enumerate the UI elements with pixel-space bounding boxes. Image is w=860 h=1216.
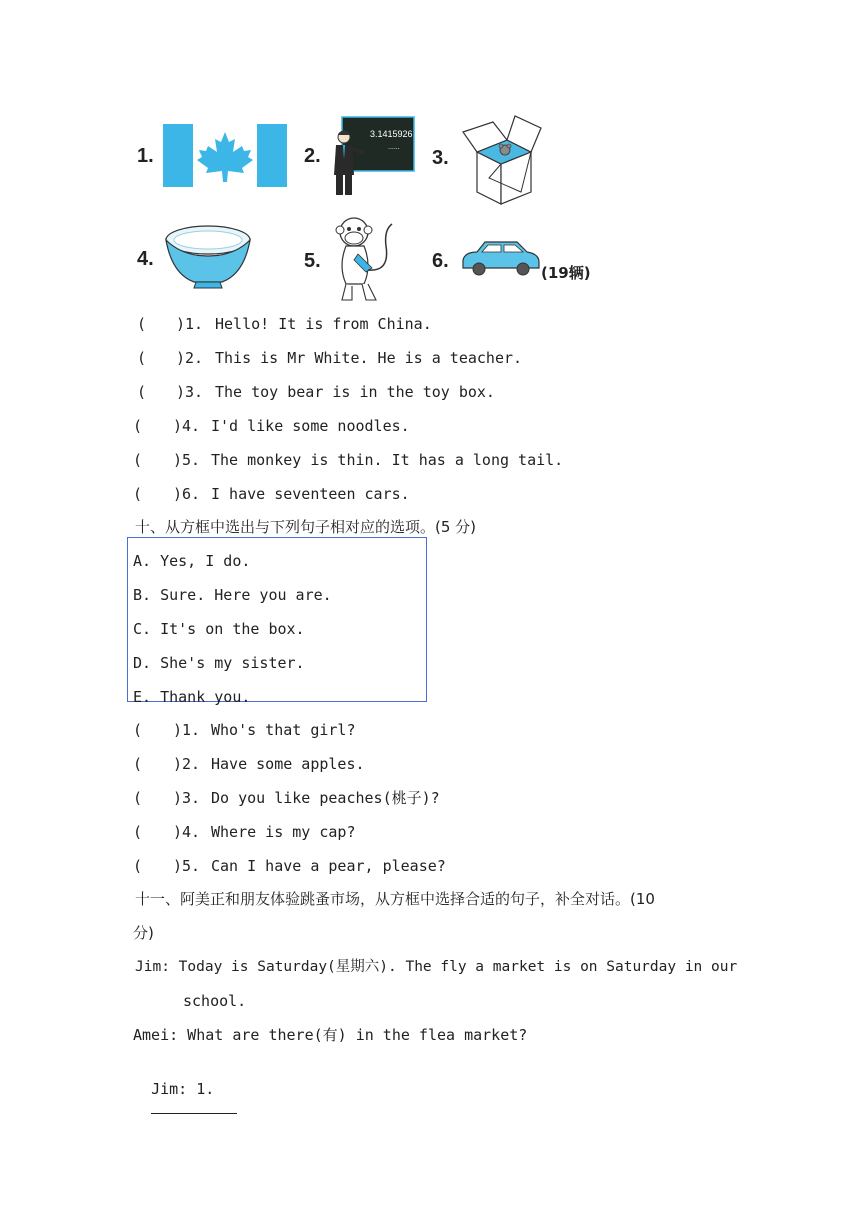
question-number: )3. [173, 789, 201, 807]
answer-blank-1[interactable] [151, 1099, 237, 1114]
question-number: )3. [176, 383, 204, 401]
question-number: )5. [173, 857, 201, 875]
answer-paren-open[interactable]: ( [137, 383, 147, 401]
section-eleven-heading: 十一、阿美正和朋友体验跳蚤市场，从方框中选择合适的句子，补全对话。(10 [135, 890, 655, 908]
dialogue-jim-line: Jim: Today is Saturday(星期六). The fly a market is on Saturday in our [135, 959, 738, 975]
picture-label-2: 2. [304, 145, 321, 167]
statement-text: I'd like some noodles. [211, 417, 410, 435]
noodle-bowl-picture [164, 222, 252, 292]
picture-label-3: 3. [432, 147, 449, 169]
statement-text: This is Mr White. He is a teacher. [215, 349, 523, 367]
question-number: )4. [173, 417, 201, 435]
question-number: )1. [176, 315, 204, 333]
canada-flag-picture [163, 124, 287, 187]
answer-paren-open[interactable]: ( [133, 417, 143, 435]
dialogue-jim-prefix: Jim: 1. [151, 1080, 215, 1098]
question-number: )2. [173, 755, 201, 773]
answer-paren-open[interactable]: ( [133, 451, 143, 469]
section-ten-heading: 十、从方框中选出与下列句子相对应的选项。(5 分) [135, 518, 477, 536]
statement-text: Hello! It is from China. [215, 315, 432, 333]
answer-paren-open[interactable]: ( [137, 315, 147, 333]
statement-text: I have seventeen cars. [211, 485, 410, 503]
option-e: E. Thank you. [133, 688, 251, 706]
question-number: )1. [173, 721, 201, 739]
answer-paren-open[interactable]: ( [133, 789, 143, 807]
answer-paren-open[interactable]: ( [133, 755, 143, 773]
picture-label-5: 5. [304, 250, 321, 272]
toy-box-picture [459, 112, 545, 208]
section-eleven-heading-cont: 分) [133, 924, 154, 942]
option-d: D. She's my sister. [133, 654, 305, 672]
board-number: 3.1415926 [370, 129, 413, 139]
picture-label-6: 6. [432, 250, 449, 272]
answer-paren-open[interactable]: ( [137, 349, 147, 367]
question-text: Have some apples. [211, 755, 365, 773]
car-count-caption: (19辆) [541, 264, 591, 282]
picture-label-1: 1. [137, 145, 154, 167]
option-a: A. Yes, I do. [133, 552, 251, 570]
monkey-picture [328, 210, 398, 304]
answer-paren-open[interactable]: ( [133, 721, 143, 739]
question-number: )2. [176, 349, 204, 367]
car-picture [459, 238, 543, 278]
question-text: Where is my cap? [211, 823, 356, 841]
teacher-picture [330, 115, 416, 199]
dialogue-jim-line-cont: school. [183, 992, 247, 1010]
answer-paren-open[interactable]: ( [133, 485, 143, 503]
option-b: B. Sure. Here you are. [133, 586, 332, 604]
question-text: Do you like peaches(桃子)? [211, 789, 440, 807]
question-number: )4. [173, 823, 201, 841]
question-number: )5. [173, 451, 201, 469]
dialogue-jim-answer [133, 1059, 237, 1119]
board-dots: ...... [388, 144, 400, 151]
question-text: Can I have a pear, please? [211, 857, 446, 875]
option-c: C. It's on the box. [133, 620, 305, 638]
picture-label-4: 4. [137, 248, 154, 270]
answer-paren-open[interactable]: ( [133, 823, 143, 841]
question-text: Who's that girl? [211, 721, 356, 739]
statement-text: The monkey is thin. It has a long tail. [211, 451, 564, 469]
answer-paren-open[interactable]: ( [133, 857, 143, 875]
dialogue-amei-line: Amei: What are there(有) in the flea market? [133, 1026, 528, 1044]
statement-text: The toy bear is in the toy box. [215, 383, 495, 401]
question-number: )6. [173, 485, 201, 503]
